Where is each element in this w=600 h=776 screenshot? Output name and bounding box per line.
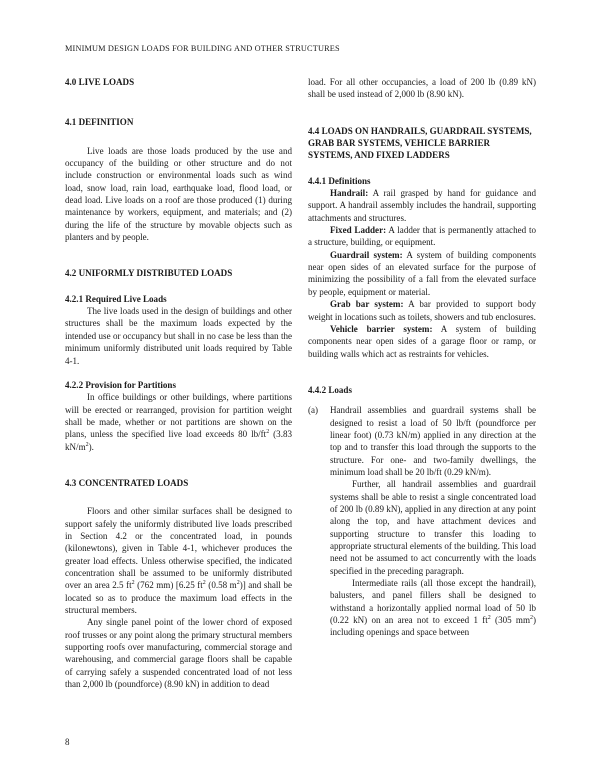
definition-grab-bar-system: Grab bar system: A bar provided to support body weight in locations such as toilets, showers and tub enclosures. [308, 299, 536, 322]
section-4-2-1-title: 4.2.1 Required Live Loads [65, 293, 167, 304]
definition-handrail: Handrail: A rail grasped by hand for guidance and support. A handrail assembly includes the handrail, supporting attachments and structures. [308, 188, 536, 223]
list-item-a-label: (a) [308, 405, 319, 416]
section-4-1-title: 4.1 DEFINITION [65, 117, 134, 128]
section-4-2-2-title: 4.2.2 Provision for Partitions [65, 379, 176, 390]
left-column [65, 76, 292, 690]
section-4-3-para-1: Floors and other similar surfaces shall be designed to support safely the uniformly distributed live loads prescribed in Section 4.2 or the concentrated load, in pounds (kilonewtons), given in Table 4-1, whichever produces the greater load effects. Unless otherwise specified, the indicated concentration shall be assumed to be uniformly distributed over an area 2.5 $ft^2$ (762 mm) [6.25 $ft^2$ (0.58 $m^2$)] and shall be located so as to produce the maximum load effects in the structural members. [65, 506, 293, 615]
list-item-a [308, 404, 536, 639]
section-4-2-title: 4.2 UNIFORMLY DISTRIBUTED LOADS [65, 268, 233, 279]
running-header: MINIMUM DESIGN LOADS FOR BUILDING AND OTHER STRUCTURES [65, 44, 340, 53]
definition-fixed-ladder: Fixed Ladder: A ladder that is permanently attached to a structure, building, or equipment. [308, 225, 536, 248]
continuation-text: load. For all other occupancies, a load of 200 lb (0.89 kN) shall be used instead of 2,000 lb (8.90 kN). [308, 77, 536, 100]
section-4-4-2-title: 4.4.2 Loads [308, 384, 352, 395]
list-item-a-para-3: Intermediate rails (all those except the handrail), balusters, and panel fillers shall be designed to withstand a horizontally applied normal load of 50 lb (0.22 kN) on an area not to exceed 1 $ft^2$ (305 $mm^2$) including openings and space between [330, 578, 537, 638]
section-4-2-2-body: In office buildings or other buildings, where partitions will be erected or rearranged, provision for partition weight shall be made, whether or not partitions are shown on the plans, unless the specified live load exceeds 80 $lb/ft^2$ (3.83 $kN/m^2$). [65, 392, 293, 452]
section-4-4-1-title: 4.4.1 Definitions [308, 175, 371, 186]
definition-vehicle-barrier-system: Vehicle barrier system: A system of building components near open sides of a garage floor or ramp, or building walls which act as restraints for vehicles. [308, 323, 536, 359]
section-4-3-title: 4.3 CONCENTRATED LOADS [65, 477, 189, 488]
page-number: 8 [65, 737, 70, 747]
right-column [308, 76, 536, 639]
section-4-0-title: 4.0 LIVE LOADS [65, 77, 135, 87]
list-item-a-para-2: Further, all handrail assemblies and guardrail systems shall be able to resist a single concentrated load of 200 lb (0.89 kN), applied in any direction at any point along the top, and have attachment devices and supporting structure to transfer this loading to appropriate structural elements of the building. This load need not be assumed to act concurrently with the loads specified in the preceding paragraph. [330, 479, 536, 576]
section-4-1-body: Live loads are those loads produced by the use and occupancy of the building or other structure and do not include construction or environmental loads such as wind load, snow load, rain load, earthquake load, flood load, or dead load. Live loads on a roof are those produced (1) during maintenance by workers, equipment, and materials; and (2) during the life of the structure by movable objects such as planters and by people. [65, 145, 292, 243]
list-item-a-para-1: Handrail assemblies and guardrail systems shall be designed to resist a load of 50 lb/ft (poundforce per linear foot) (0.73 kN/m) applied in any direction at the top and to transfer this load through the supports to the structure. For one- and two-family dwellings, the minimum load shall be 20 lb/ft (0.29 kN/m). [330, 405, 536, 477]
section-4-2-1-body: The live loads used in the design of buildings and other structures shall be the maximum loads expected by the intended use or occupancy but shall in no case be less than the minimum uniformly distributed unit loads required by Table 4-1. [65, 306, 292, 366]
section-4-4-title: 4.4 LOADS ON HANDRAILS, GUARDRAIL SYSTEMS, GRAB BAR SYSTEMS, VEHICLE BARRIER SYSTEMS, AND FIXED LADDERS [308, 125, 532, 161]
definition-guardrail-system: Guardrail system: A system of building components near open sides of an elevated surface for the purpose of minimizing the possibility of a fall from the elevated surface by people, equipment or material. [308, 249, 536, 297]
section-4-3-para-2: Any single panel point of the lower chord of exposed roof trusses or any point along the primary structural members supporting roofs over manufacturing, commercial storage and warehousing, and commercial garage floors shall be capable of carrying safely a suspended concentrated load of not less than 2,000 lb (poundforce) (8.90 kN) in addition to dead [65, 617, 292, 690]
